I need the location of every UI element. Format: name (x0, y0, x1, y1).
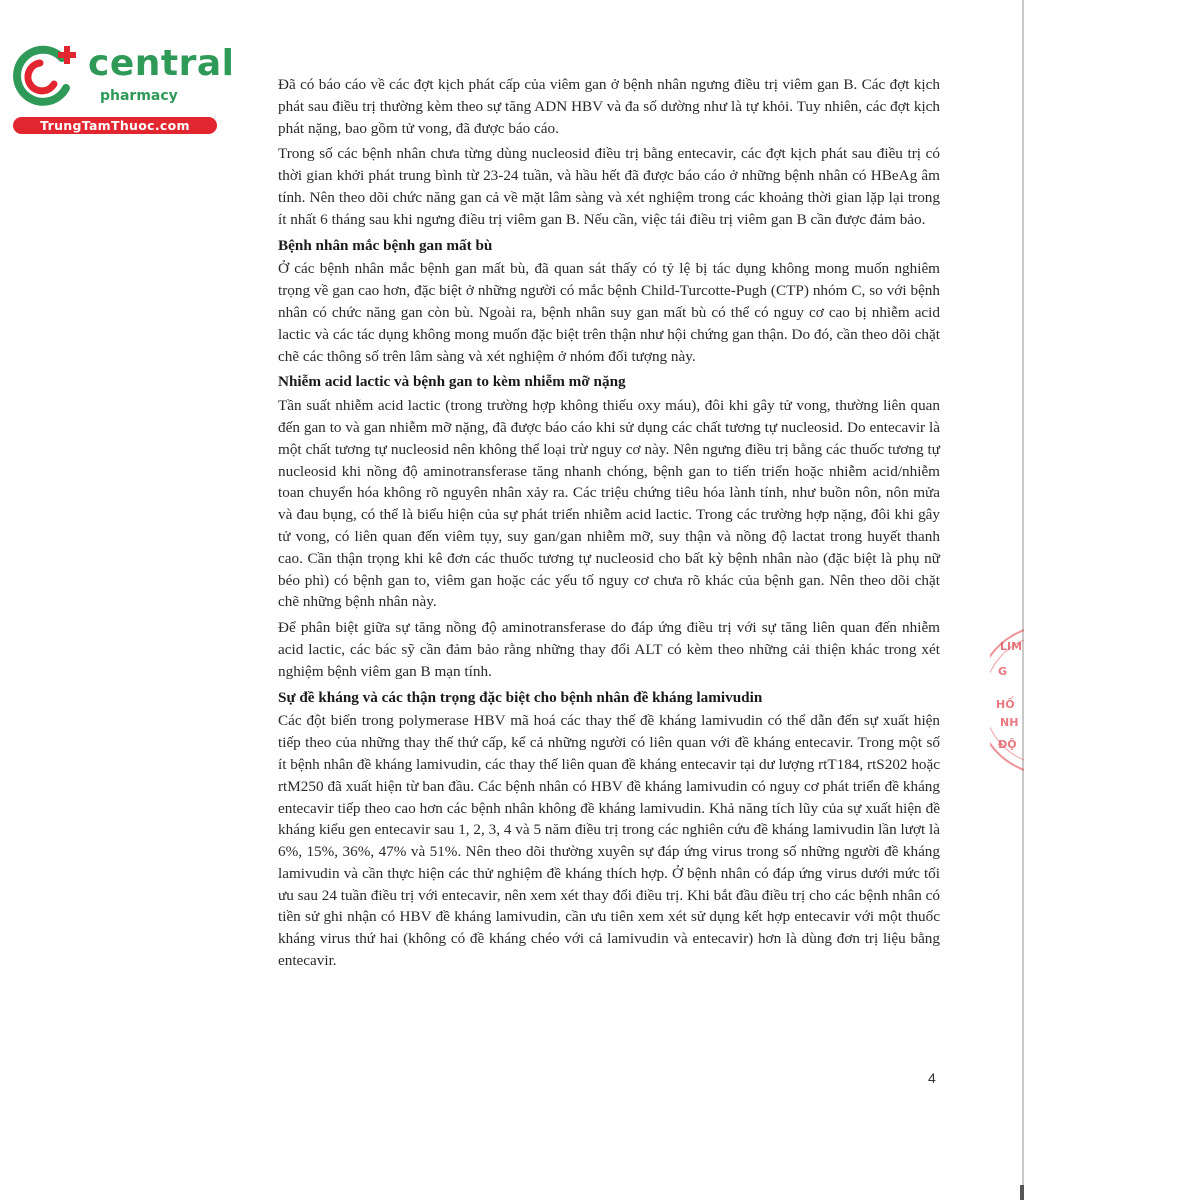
logo-subtitle: pharmacy (100, 88, 178, 104)
body-paragraph: Trong số các bệnh nhân chưa từng dùng nucleosid điều trị bằng entecavir, các đợt kịch phát sau điều trị có thời gian khởi phát trung bình từ 23-24 tuần, và hầu hết đã được báo cáo ở những bệnh nhân có HBeAg âm tính. Nên theo dõi chức năng gan cả về mặt lâm sàng và xét nghiệm trong các khoảng thời gian lặp lại trong ít nhất 6 tháng sau khi ngưng điều trị viêm gan B. Nếu cần, việc tái điều trị viêm gan B cần được đảm bảo. (278, 145, 940, 228)
central-pharmacy-logo[interactable] (10, 38, 235, 136)
stamp-text-fragment: G (998, 665, 1008, 678)
stamp-text-fragment: HỐ (996, 698, 1015, 711)
page-edge-line (1022, 0, 1024, 1200)
page-number: 4 (928, 1070, 936, 1086)
body-paragraph: Đã có báo cáo về các đợt kịch phát cấp của viêm gan ở bệnh nhân ngưng điều trị viêm gan B. Các đợt kịch phát sau điều trị thường kèm theo sự tăng ADN HBV và đa số dường như là tự khỏi. Tuy nhiên, các đợt kịch phát nặng, bao gồm tử vong, đã được báo cáo. (278, 76, 940, 137)
logo-name: central (88, 43, 235, 84)
page-edge-mark (1020, 1185, 1024, 1200)
stamp-text-fragment: LIM (1000, 640, 1023, 653)
body-paragraph: Tần suất nhiễm acid lactic (trong trường hợp không thiếu oxy máu), đôi khi gây tử vong, thường liên quan đến gan to và gan nhiễm mỡ nặng, đã được báo cáo khi sử dụng các chất tương tự nucleosid. Do entecavir là một chất tương tự nucleosid nên không thể loại trừ nguy cơ này. Nên ngưng điều trị bằng các thuốc tương tự nucleosid khi nồng độ aminotransferase tăng nhanh chóng, bệnh gan to tiến triển hoặc nhiễm acid/nhiễm toan chuyển hóa không rõ nguyên nhân xảy ra. Các triệu chứng tiêu hóa lành tính, như buồn nôn, nôn mửa và đau bụng, có thể là biểu hiện của sự phát triển nhiễm acid lactic. Trong các trường hợp nặng, đôi khi gây tử vong, có liên quan đến viêm tụy, suy gan/gan nhiễm mỡ, suy thận và nồng độ lactat trong huyết thanh cao. Cần thận trọng khi kê đơn các thuốc tương tự nucleosid cho bất kỳ bệnh nhân nào (đặc biệt là phụ nữ béo phì) có bệnh gan to, viêm gan hoặc các yếu tố nguy cơ chưa rõ khác của bệnh gan. Nên theo dõi chặt chẽ những bệnh nhân này. (278, 397, 940, 611)
stamp-text-fragment: ĐỘ (998, 738, 1017, 751)
section-heading: Sự đề kháng và các thận trọng đặc biệt cho bệnh nhân đề kháng lamivudin (278, 688, 763, 706)
section-heading: Nhiễm acid lactic và bệnh gan to kèm nhiễm mỡ nặng (278, 373, 626, 391)
body-paragraph: Các đột biến trong polymerase HBV mã hoá các thay thế đề kháng lamivudin có thể dẫn đến sự xuất hiện tiếp theo của những thay thế thứ cấp, kể cả những người có liên quan với đề kháng entecavir. Trong một số ít bệnh nhân đề kháng lamivudin, các thay thế liên quan đề kháng entecavir tại dư lượng rtT184, rtS202 hoặc rtM250 đã xuất hiện từ ban đầu. Các bệnh nhân có HBV đề kháng lamivudin có nguy cơ phát triển đề kháng entecavir tiếp theo cao hơn các bệnh nhân không đề kháng lamivudin. Khả năng tích lũy của sự xuất hiện đề kháng kiểu gen entecavir sau 1, 2, 3, 4 và 5 năm điều trị trong các nghiên cứu đề kháng lamivudin lần lượt là 6%, 15%, 36%, 47% và 51%. Nên theo dõi thường xuyên sự đáp ứng virus trong số những người đề kháng lamivudin và cần thực hiện các thử nghiệm đề kháng thích hợp. Ở bệnh nhân có đáp ứng virus dưới mức tối ưu sau 24 tuần điều trị với entecavir, nên xem xét thay đổi điều trị. Khi bắt đầu điều trị cho các bệnh nhân có tiền sử ghi nhận có HBV đề kháng lamivudin, cần ưu tiên xem xét sử dụng kết hợp entecavir với một thuốc kháng virus thứ hai (không có đề kháng chéo với cả lamivudin và entecavir) hơn là dùng đơn trị liệu bằng entecavir. (278, 712, 940, 970)
logo-site-url: TrungTamThuoc.com (13, 117, 217, 134)
pharmacy-c-cross-icon (10, 38, 82, 110)
section-heading: Bệnh nhân mắc bệnh gan mất bù (278, 236, 493, 254)
document-body (278, 74, 940, 976)
stamp-text-fragment: NH (1000, 716, 1019, 729)
body-paragraph: Ở các bệnh nhân mắc bệnh gan mất bù, đã quan sát thấy có tỷ lệ bị tác dụng không mong muốn nghiêm trọng về gan cao hơn, đặc biệt ở những người có mắc bệnh Child-Turcotte-Pugh (CTP) nhóm C, so với bệnh nhân có chức năng gan còn bù. Ngoài ra, bệnh nhân suy gan mất bù có thể có nguy cơ cao bị nhiễm acid lactic và các tác dụng không mong muốn đặc biệt trên thận như hội chứng gan thận. Do đó, cần theo dõi chặt chẽ các thông số trên lâm sàng và xét nghiệm ở nhóm đối tượng này. (278, 260, 940, 365)
body-paragraph: Để phân biệt giữa sự tăng nồng độ aminotransferase do đáp ứng điều trị với sự tăng liên quan đến nhiễm acid lactic, các bác sỹ cần đảm bảo rằng những thay đổi ALT có kèm theo những cải thiện khác trong xét nghiệm bệnh viêm gan B mạn tính. (278, 619, 940, 680)
